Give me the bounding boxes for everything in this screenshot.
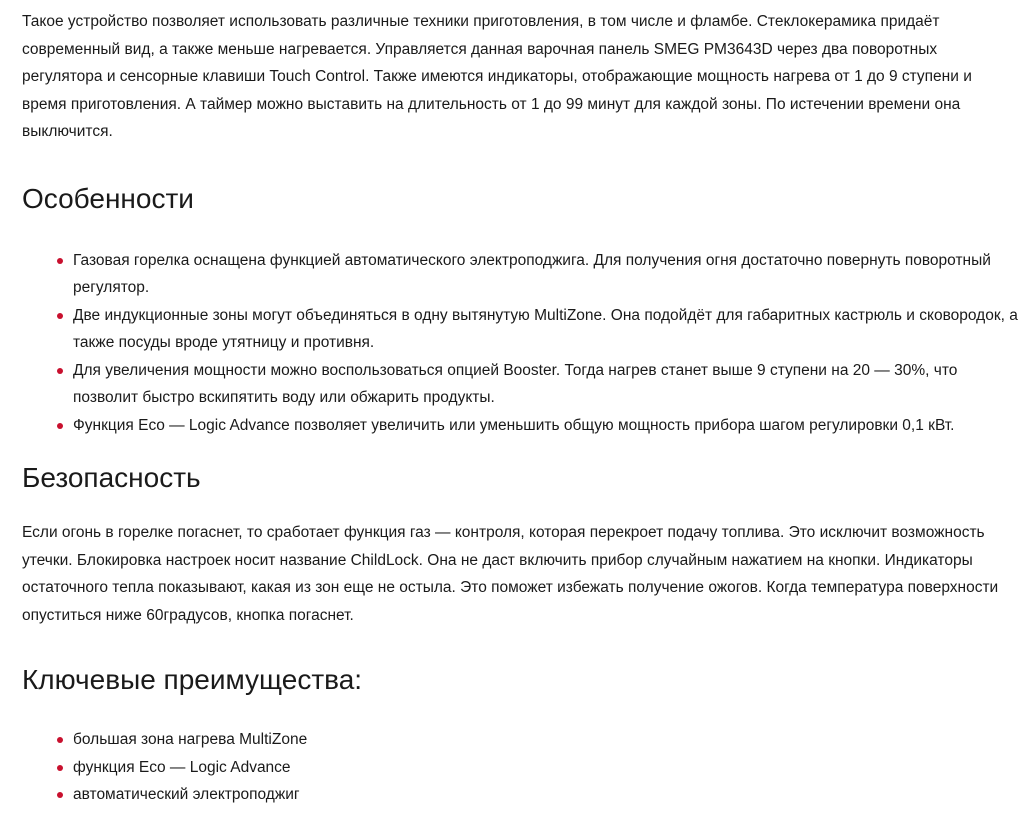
bullet-dot-icon (57, 258, 63, 264)
features-list-item (57, 247, 1019, 302)
advantages-list-item (57, 726, 1019, 754)
intro-paragraph: Такое устройство позволяет использовать различные техники приготовления, в том числе и фламбе. Стеклокерамика придаёт современный вид, а также меньше нагревается. Управляется данная варочная панель SMEG PM3643D через два поворотных регулятора и сенсорные клавиши Touch Control. Также имеются индикаторы, отображающие мощность нагрева от 1 до 9 ступени и время приготовления. А таймер можно выставить на длительность от 1 до 99 минут для каждой зоны. По истечении времени она выключится. (22, 13, 972, 140)
features-item-text: Две индукционные зоны могут объединяться в одну вытянутую MultiZone. Она подойдёт для габаритных кастрюль и сковородок, а также посуды вроде утятницу и противня. (73, 306, 1018, 351)
features-item-text: Газовая горелка оснащена функцией автоматического электроподжига. Для получения огня достаточно повернуть поворотный регулятор. (73, 251, 991, 296)
features-heading: Особенности (22, 182, 194, 214)
advantages-list-item (57, 781, 1019, 809)
advantages-item-text: функция Eco — Logic Advance (73, 758, 291, 776)
features-item-text: Функция Eco — Logic Advance позволяет увеличить или уменьшить общую мощность прибора шагом регулировки 0,1 кВт. (73, 416, 955, 434)
bullet-dot-icon (57, 368, 63, 374)
features-list-item (57, 357, 1019, 412)
safety-paragraph: Если огонь в горелке погаснет, то сработает функция газ — контроля, которая перекроет подачу топлива. Это исключит возможность утечки. Блокировка настроек носит название ChildLock. Она не даст включить прибор случайным нажатием на кнопки. Индикаторы остаточного тепла показывают, какая из зон еще не остыла. Это поможет избежать получение ожогов. Когда температура поверхности опуститься ниже 60градусов, кнопка погаснет. (22, 524, 999, 624)
bullet-dot-icon (57, 765, 63, 771)
advantages-item-text: автоматический электроподжиг (73, 786, 300, 803)
bullet-dot-icon (57, 313, 63, 319)
features-list-item (57, 412, 1019, 440)
advantages-heading: Ключевые преимущества: (22, 664, 363, 695)
advantages-list (22, 726, 1019, 809)
features-list-item (57, 302, 1019, 357)
advantages-item-text: большая зона нагрева MultiZone (73, 731, 308, 748)
bullet-dot-icon (57, 792, 63, 798)
features-list (22, 247, 1019, 440)
advantages-list-item (57, 754, 1019, 782)
bullet-dot-icon (57, 423, 63, 429)
bullet-dot-icon (57, 737, 63, 743)
safety-heading: Безопасность (22, 462, 201, 493)
features-item-text: Для увеличения мощности можно воспользоваться опцией Booster. Тогда нагрев станет выше 9 ступени на 20 — 30%, что позволит быстро вскипятить воду или обжарить продукты. (73, 361, 958, 406)
